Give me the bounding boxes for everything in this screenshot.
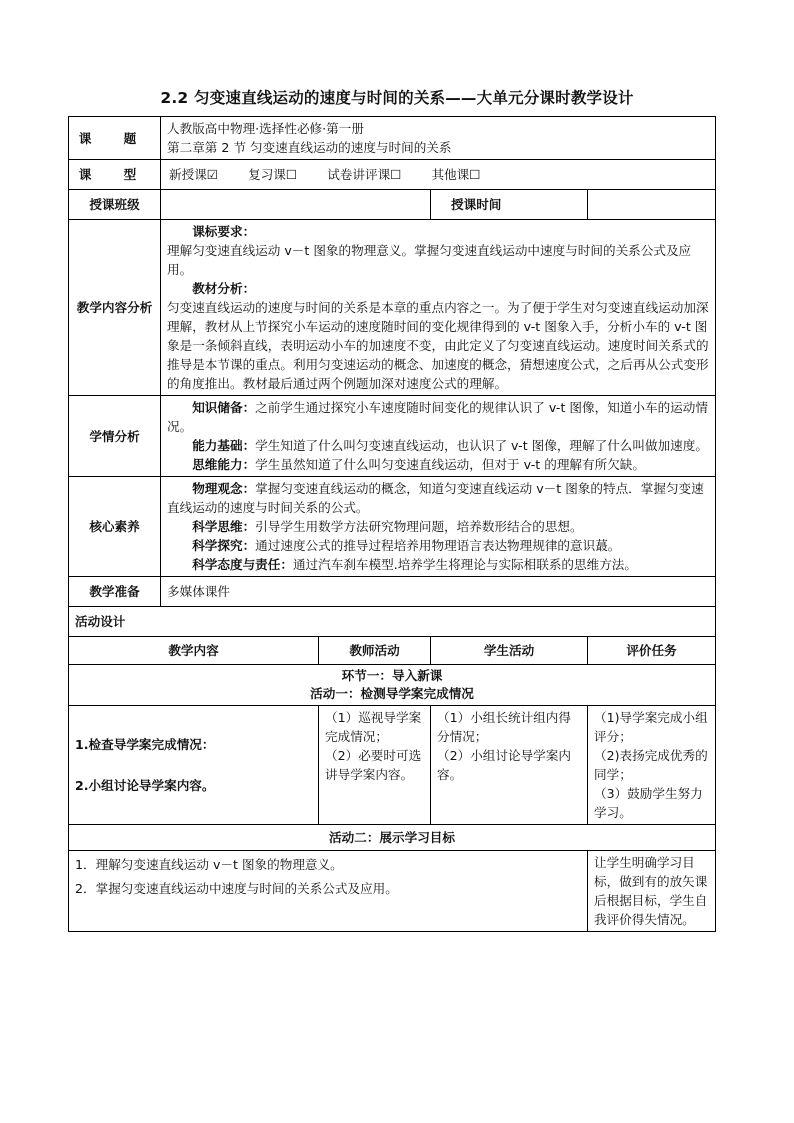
lesson-plan-table <box>68 116 716 932</box>
core-literacy-row <box>69 477 716 577</box>
header-content: 教学内容 <box>69 637 319 665</box>
activity2-goal: 2．掌握匀变速直线运动中速度与时间的关系公式及应用。 <box>75 881 398 896</box>
standard-heading: 课标要求： <box>192 224 256 239</box>
activity1-content-item: 2.小组讨论导学案内容。 <box>75 778 215 793</box>
header-teacher: 教师活动 <box>319 637 431 665</box>
type-row <box>69 160 716 190</box>
activity2-goal: 1．理解匀变速直线运动 v－t 图象的物理意义。 <box>75 857 343 872</box>
activity1-row <box>69 706 716 825</box>
core-literacy-body <box>161 477 716 577</box>
student-analysis-item: 思维能力：学生虽然知道了什么叫匀变速直线运动，但对于 v-t 的理解有所欠缺。 <box>192 457 645 472</box>
activity2-title: 活动二：展示学习目标 <box>69 825 716 851</box>
type-options <box>161 160 716 190</box>
activity-design-label: 活动设计 <box>69 607 716 637</box>
core-literacy-label: 核心素养 <box>69 477 161 577</box>
type-option-other: 其他课☐ <box>431 167 481 182</box>
time-value <box>588 190 716 220</box>
course-line-1: 人教版高中物理·选择性必修·第一册 <box>167 121 364 136</box>
course-row <box>69 117 716 160</box>
material-heading: 教材分析： <box>192 281 256 296</box>
course-label: 课 题 <box>69 117 161 160</box>
type-option-new: 新授课☑ <box>169 167 219 182</box>
content-analysis-label: 教学内容分析 <box>69 220 161 396</box>
student-analysis-row <box>69 396 716 477</box>
activity1-eval: （1)导学案完成小组评分； （2)表扬完成优秀的同学； （3）鼓励学生努力学习。 <box>588 706 716 825</box>
activity1-teacher: （1）巡视导学案完成情况； （2）必要时可选讲导学案内容。 <box>319 706 431 825</box>
time-label: 授课时间 <box>431 190 588 220</box>
header-eval: 评价任务 <box>588 637 716 665</box>
type-option-exam: 试卷讲评课☐ <box>327 167 402 182</box>
course-value <box>161 117 716 160</box>
core-literacy-item: 科学探究：通过速度公式的推导过程培养用物理语言表达物理规律的意识蕞。 <box>192 538 621 553</box>
activity-header-row <box>69 637 716 665</box>
activity2-title-row <box>69 825 716 851</box>
segment1-title-cell <box>69 665 716 706</box>
preparation-label: 教学准备 <box>69 577 161 607</box>
type-option-review: 复习课☐ <box>248 167 298 182</box>
type-label: 课 型 <box>69 160 161 190</box>
student-analysis-item: 能力基础：学生知道了什么叫匀变速直线运动，也认识了 v-t 图像，理解了什么叫做加速度。 <box>192 438 708 453</box>
preparation-value: 多媒体课件 <box>161 577 716 607</box>
activity1-title: 活动一：检测导学案完成情况 <box>310 686 474 701</box>
activity1-student: （1）小组长统计组内得分情况； （2）小组讨论导学案内容。 <box>431 706 588 825</box>
segment1-title: 环节一：导入新课 <box>341 668 443 683</box>
class-value <box>161 190 431 220</box>
content-analysis-body <box>161 220 716 396</box>
preparation-row <box>69 577 716 607</box>
page-title: 2.2 匀变速直线运动的速度与时间的关系——大单元分课时教学设计 <box>160 89 634 107</box>
student-analysis-item: 知识储备：之前学生通过探究小车速度随时间变化的规律认识了 v-t 图像，知道小车的运动情况。 <box>167 400 708 434</box>
activity2-eval: 让学生明确学习目标，做到有的放矢课后根据目标，学生自我评价得失情况。 <box>588 851 716 932</box>
activity1-content-item: 1.检查导学案完成情况： <box>75 737 215 752</box>
student-analysis-label: 学情分析 <box>69 396 161 477</box>
course-line-2: 第二章第 2 节 匀变速直线运动的速度与时间的关系 <box>167 140 452 155</box>
class-row <box>69 190 716 220</box>
core-literacy-item: 物理观念：掌握匀变速直线运动的概念，知道匀变速直线运动 v－t 图象的特点．掌握匀变速直线运动的速度与时间关系的公式。 <box>167 481 704 515</box>
content-analysis-row <box>69 220 716 396</box>
activity1-content <box>69 706 319 825</box>
standard-text: 理解匀变速直线运动 v－t 图象的物理意义。掌握匀变速直线运动中速度与时间的关系公式及应用。 <box>167 243 692 277</box>
activity2-row <box>69 851 716 932</box>
core-literacy-item: 科学思维：引导学生用数学方法研究物理问题，培养数形结合的思想。 <box>192 519 583 534</box>
segment1-title-row <box>69 665 716 706</box>
student-analysis-body <box>161 396 716 477</box>
activity-design-row <box>69 607 716 637</box>
class-label: 授课班级 <box>69 190 161 220</box>
core-literacy-item: 科学态度与责任：通过汽车刹车模型.培养学生将理论与实际相联系的思维方法。 <box>192 557 637 572</box>
activity2-goals <box>69 851 588 932</box>
material-text: 匀变速直线运动的速度与时间的关系是本章的重点内容之一。为了便于学生对匀变速直线运动加深理解，教材从上节探究小车运动的速度随时间的变化规律得到的 v-t 图象入手，分析小车的 v-t 图象是一条倾斜直线，表明运动小车的加速度不变，由此定义了匀变速直线运动。速度时间关系式的推导是本节课的重点。利用匀变速运动的概念、加速度的概念，猜想速度公式，之后再从公式变形的角度推出。教材最后通过两个例题加深对速度公式的理解。 <box>167 300 709 391</box>
header-student: 学生活动 <box>431 637 588 665</box>
